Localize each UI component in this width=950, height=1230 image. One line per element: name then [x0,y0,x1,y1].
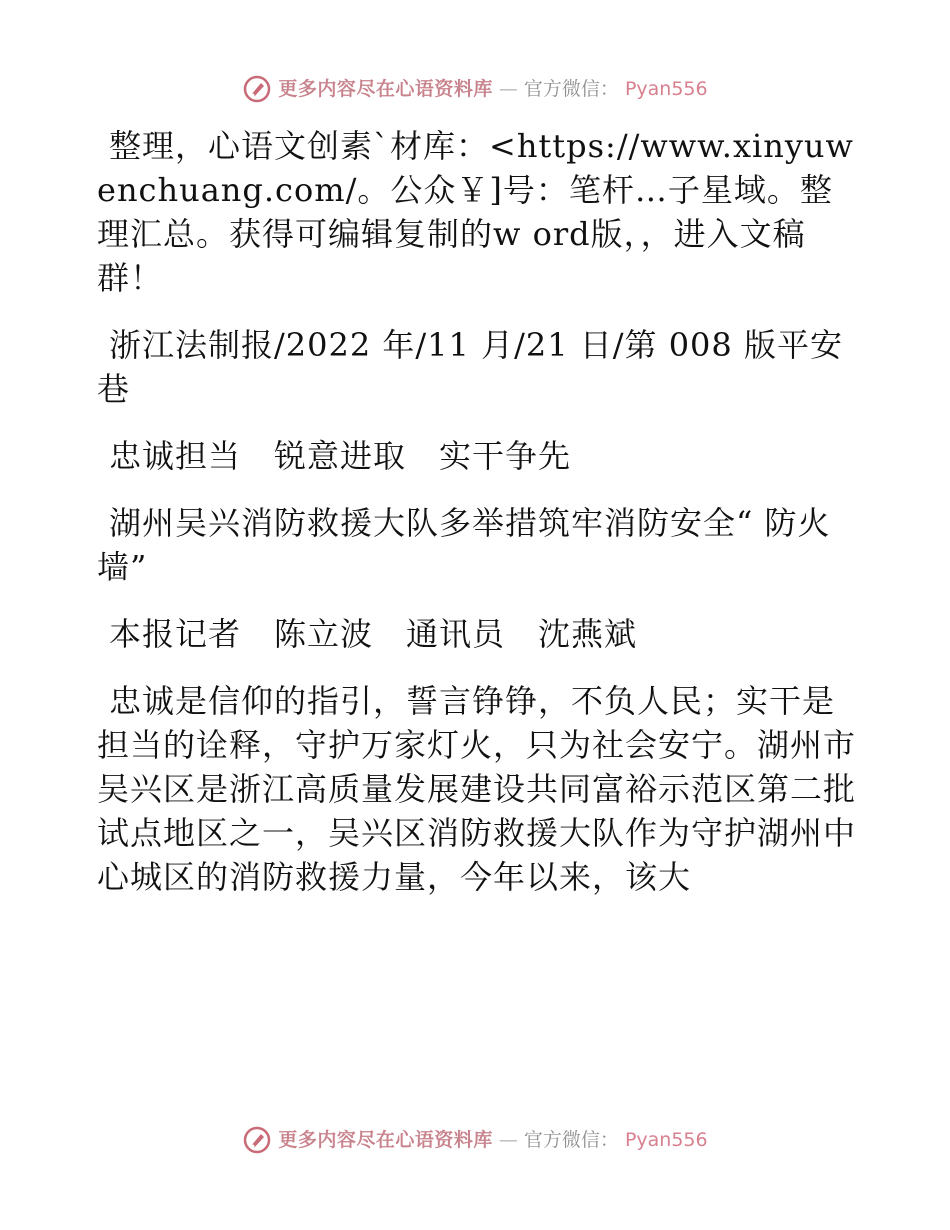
watermark-separator: — [498,1129,518,1151]
article-paragraph: 忠诚是信仰的指引，誓言铮铮，不负人民；实干是担当的诠释，守护万家灯火，只为社会安宁。湖州市吴兴区是浙江高质量发展建设共同富裕示范区第二批试点地区之一，吴兴区消防救援大队作为守护湖州中心城区的消防救援力量，今年以来，该大 [97,682,857,896]
footer-watermark [0,1125,950,1155]
header-watermark [0,74,950,104]
document-body [97,124,857,899]
watermark-brand: 更多内容尽在心语资料库 [278,78,493,100]
watermark-wechat-label: 官方微信： [523,1129,619,1151]
watermark-wechat-id: Pyan556 [624,1129,708,1151]
article-byline: 本报记者 陈立波 通讯员 沈燕斌 [109,615,638,653]
article-headline: 湖州吴兴消防救援大队多举措筑牢消防安全“ 防火墙” [97,504,831,586]
watermark-wechat-label: 官方微信： [523,78,619,100]
watermark-wechat-id: Pyan556 [624,78,708,100]
source-notice: 整理，心语文创素`材库：<https://www.xinyuwenchuang.com/。公众￥]号：笔杆…子星域。整理汇总。获得可编辑复制的w ord版，，进入文稿群！ [97,127,854,297]
pen-logo-icon [242,1125,272,1155]
watermark-brand: 更多内容尽在心语资料库 [278,1129,493,1151]
pen-logo-icon [242,74,272,104]
watermark-separator: — [498,78,518,100]
publication-info: 浙江法制报/2022 年/11 月/21 日/第 008 版平安巷 [97,326,843,408]
article-kicker: 忠诚担当 锐意进取 实干争先 [109,437,572,475]
